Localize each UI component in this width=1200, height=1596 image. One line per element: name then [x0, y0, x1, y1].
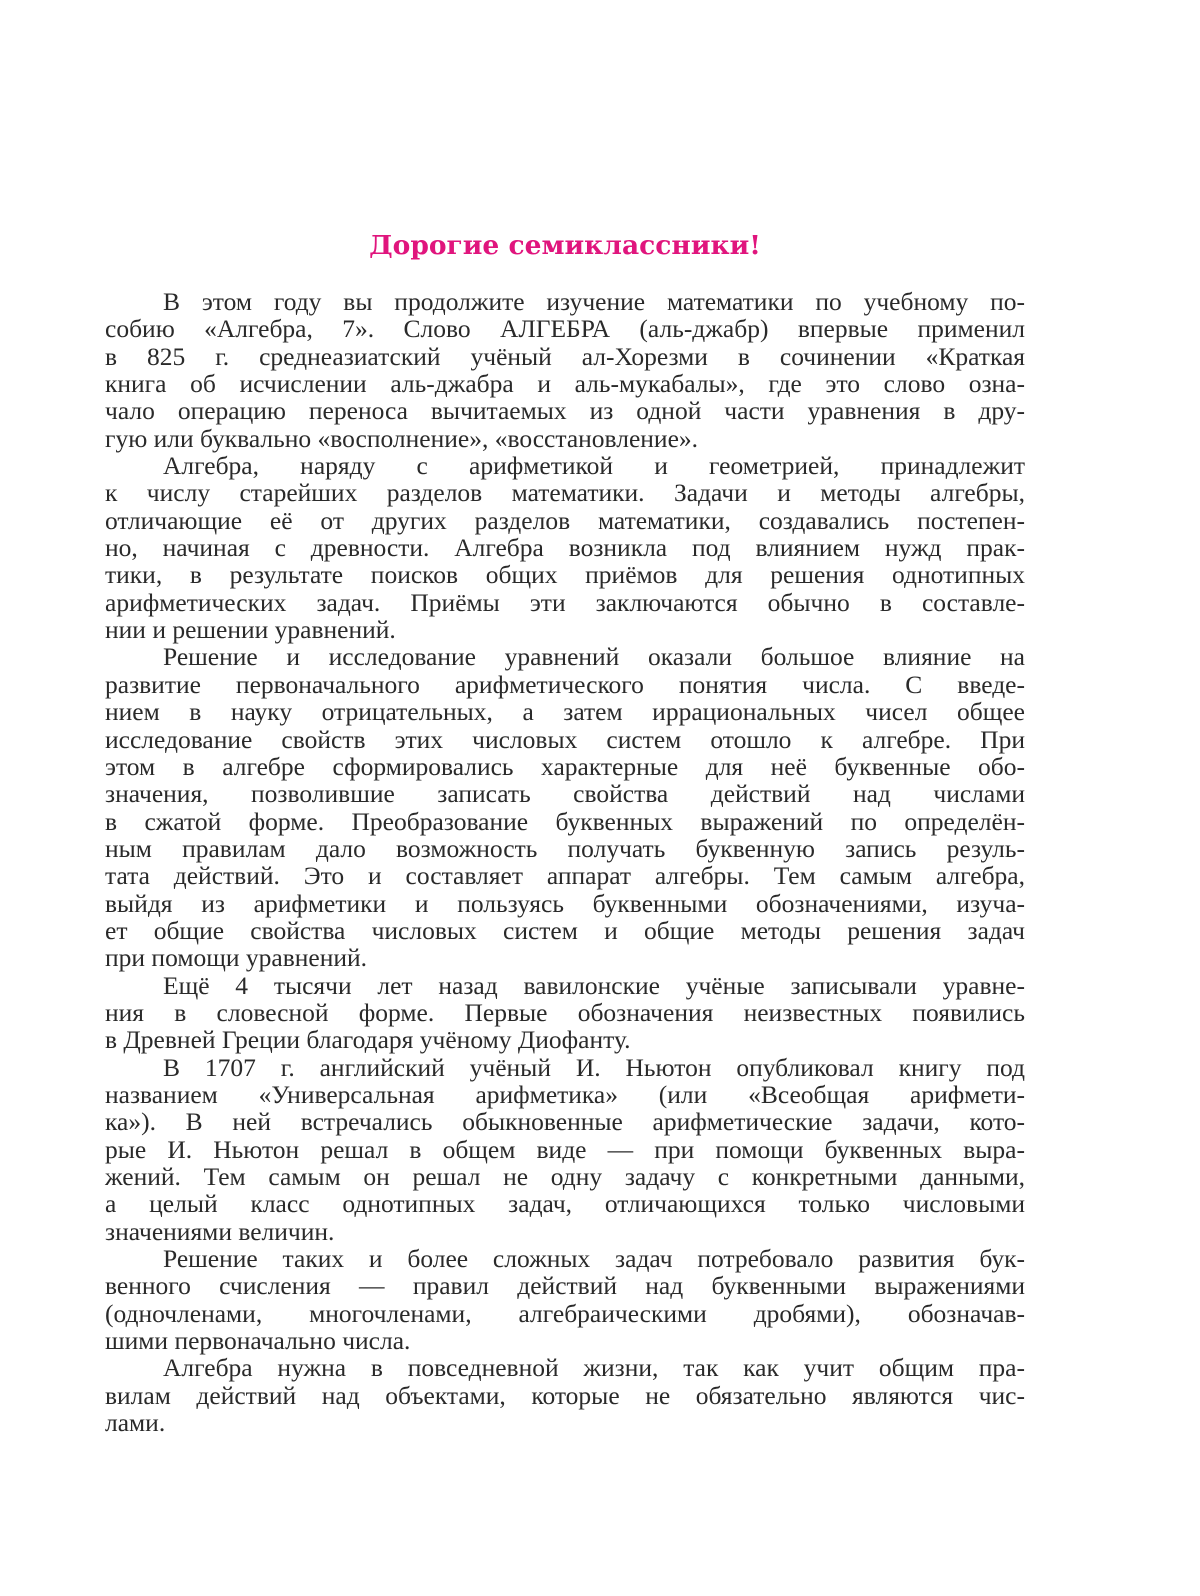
text-line: шими первоначально числа. [105, 1326, 411, 1356]
text-line: рые И. Ньютон решал в общем виде — при помощи буквенных выра- [105, 1134, 1025, 1164]
text-line: в 825 г. среднеазиатский учёный ал-Хорезми в сочинении «Краткая [105, 341, 1025, 371]
text-line: книга об исчислении аль-джабра и аль-мукабалы», где это слово озна- [105, 369, 1025, 399]
text-line: В этом году вы продолжите изучение математики по учебному по- [163, 287, 1025, 316]
page-title: Дорогие семиклассники! [369, 230, 761, 261]
text-line: гую или буквально «восполнение», «восстановление». [105, 423, 699, 453]
text-line: ния в словесной форме. Первые обозначения неизвестных появились [105, 997, 1025, 1027]
text-line: собию «Алгебра, 7». Слово АЛГЕБРА (аль-джабр) впервые применил [105, 314, 1025, 344]
text-line: исследование свойств этих числовых систем отошло к алгебре. При [105, 724, 1025, 754]
text-line: Решение таких и более сложных задач потребовало развития бук- [163, 1244, 1025, 1274]
text-line: жений. Тем самым он решал не одну задачу с конкретными данными, [105, 1162, 1025, 1191]
text-line: но, начиная с древности. Алгебра возникла под влиянием нужд прак- [105, 533, 1025, 563]
text-line: выйдя из арифметики и пользуясь буквенными обозначениями, изуча- [105, 888, 1025, 918]
text-line: нии и решении уравнений. [105, 615, 396, 645]
text-line: Алгебра нужна в повседневной жизни, так как учит общим пра- [163, 1353, 1025, 1383]
text-line: лами. [105, 1408, 166, 1438]
page-content [105, 226, 1025, 1436]
text-line: тата действий. Это и составляет аппарат алгебры. Тем самым алгебра, [105, 861, 1025, 891]
text-line: Решение и исследование уравнений оказали большое влияние на [163, 642, 1025, 672]
text-line: отличающие её от других разделов математики, создавались постепен- [105, 505, 1025, 535]
text-line: при помощи уравнений. [105, 943, 368, 973]
text-line: Алгебра, наряду с арифметикой и геометрией, принадлежит [163, 451, 1025, 481]
text-line: ка»). В ней встречались обыкновенные арифметические задачи, кото- [105, 1107, 1025, 1137]
body-text [105, 288, 1025, 1436]
text-line: (одночленами, многочленами, алгебраическими дробями), обозначав- [105, 1298, 1025, 1328]
text-line: В 1707 г. английский учёный И. Ньютон опубликовал книгу под [163, 1052, 1025, 1082]
text-line: венного счисления — правил действий над буквенными выражениями [105, 1271, 1025, 1301]
text-line: Ещё 4 тысячи лет назад вавилонские учёные записывали уравне- [163, 970, 1025, 1000]
text-line: тики, в результате поисков общих приёмов для решения однотипных [105, 560, 1025, 590]
text-line: в сжатой форме. Преобразование буквенных выражений по определён- [105, 806, 1025, 836]
text-line: чало операцию переноса вычитаемых из одной части уравнения в дру- [105, 396, 1025, 426]
text-line: развитие первоначального арифметического понятия числа. С введе- [105, 669, 1025, 699]
text-line: этом в алгебре сформировались характерные для неё буквенные обо- [105, 751, 1025, 781]
text-line: ет общие свойства числовых систем и общие методы решения задач [105, 915, 1025, 945]
text-line: а целый класс однотипных задач, отличающихся только числовыми [105, 1189, 1025, 1219]
text-line: вилам действий над объектами, которые не обязательно являются чис- [105, 1380, 1025, 1410]
text-line: ным правилам дало возможность получать буквенную запись резуль- [105, 833, 1025, 863]
text-line: нием в науку отрицательных, а затем иррациональных чисел общее [105, 697, 1025, 727]
text-line: значениями величин. [105, 1216, 335, 1246]
text-line: арифметических задач. Приёмы эти заключаются обычно в составле- [105, 587, 1025, 617]
text-line: к числу старейших разделов математики. Задачи и методы алгебры, [105, 478, 1025, 508]
text-line: в Древней Греции благодаря учёному Диофанту. [105, 1025, 631, 1055]
text-line: названием «Универсальная арифметика» (или «Всеобщая арифмети- [105, 1079, 1025, 1109]
text-line: значения, позволившие записать свойства действий над числами [105, 779, 1025, 809]
